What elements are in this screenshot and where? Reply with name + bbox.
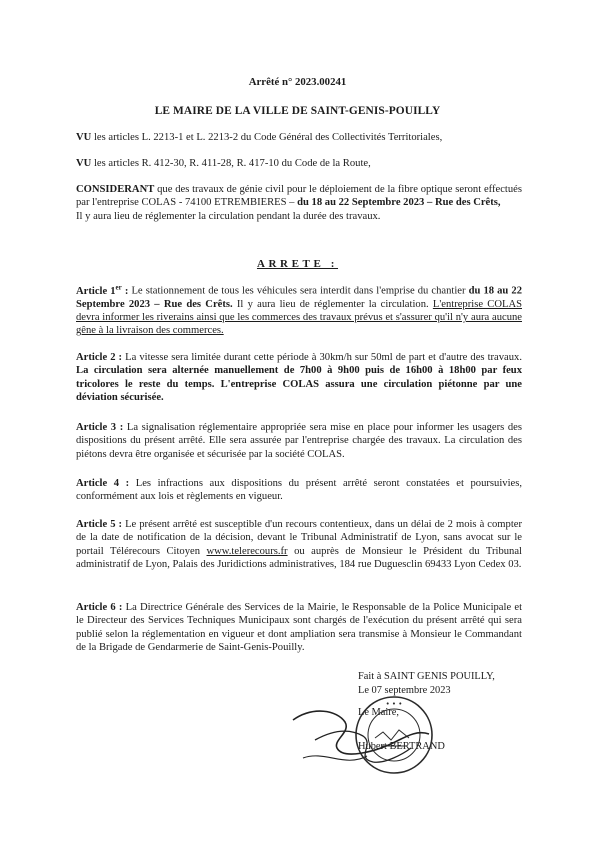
considerant-dates: du 18 au 22 Septembre 2023 – Rue des Crêts, [297,197,501,209]
article-text: La Directrice Générale des Services de la Mairie, le Responsable de la Police Municipale et le Directeur des Services Techniques Municipaux sont chargés de l'exécution du présent arrêté qui sera publié selon la réglementation en vigueur et dont ampliation sera transmise à Monsieur le Commandant de la Brigade de Gendarmerie de Saint-Genis-Pouilly. [76,602,523,653]
signature-role: Le Maire, [358,707,399,718]
article-text: Le stationnement de tous les véhicules sera interdit dans l'emprise du chantier [131,285,469,297]
article-label: Article 6 : [76,602,123,613]
svg-text:• • •: • • • [385,700,403,708]
article-text: Le présent arrêté est susceptible d'un recours contentieux, dans un délai de 2 mois à compter de la date de notification de la décision, devant le Tribunal Administratif de Lyon, sans avocat sur le portail Télérecours Citoyen [76,519,523,557]
signature-place: Fait à SAINT GENIS POUILLY, [358,671,495,682]
considerant-paragraph [76,183,522,223]
article-text: Il y aura lieu de réglementer la circulation. [232,298,433,310]
signature-name: Hubert BERTRAND [358,741,445,752]
article-label: Article 1er : [76,283,132,297]
article-label: Article 5 : [76,519,123,530]
issuing-authority: LE MAIRE DE LA VILLE DE SAINT-GENIS-POUILLY [154,105,441,117]
decree-number: Arrêté n° 2023.00241 [248,76,347,88]
telerecours-link[interactable]: www.telerecours.fr [206,545,288,557]
article-6 [76,601,522,654]
article-text: La signalisation réglementaire appropriée sera mise en place pour informer les usagers des dispositions du présent arrêté. Elle sera assurée par l'entreprise chargée des travaux. La circulation des piétons devra être organisée et sécurisée par la société COLAS. [76,422,523,460]
considerant-text: que des travaux de génie civil pour le déploiement de la fibre optique seront effectués par l'entreprise COLAS - 74100 ETREMBIERES – [76,184,522,209]
article-bold-text: La circulation sera alternée manuellement de 7h00 à 9h00 puis de 16h00 à 18h00 par feux tricolores le reste du temps. L'entreprise COLAS assura une circulation piétonne par une déviation sécurisée. [76,365,522,403]
article-label: Article 2 : [76,352,123,363]
article-5 [76,518,522,571]
vu-text: les articles L. 2213-1 et L. 2213-2 du Code Général des Collectivités Territoriales, [91,132,443,143]
considerant-label: CONSIDERANT [76,184,155,195]
article-1 [76,281,522,338]
article-label: Article 4 : [76,478,130,489]
vu-label: VU [76,132,92,143]
article-2 [76,351,522,404]
article-label: Article 3 : [76,422,124,433]
article-3 [76,421,522,461]
considerant-conclusion: Il y aura lieu de réglementer la circulation pendant la durée des travaux. [76,210,381,222]
vu-label: VU [76,158,92,169]
signature-date: Le 07 septembre 2023 [358,685,451,696]
article-text: Les infractions aux dispositions du présent arrêté seront constatées et poursuivies, conformément aux lois et règlements en vigueur. [76,478,522,503]
handwritten-signature-icon [285,700,435,780]
arrete-heading: ARRETE : [256,258,339,270]
article-text: La vitesse sera limitée durant cette période à 30km/h sur 50ml de part et d'autre des travaux. [122,352,522,363]
vu-text: les articles R. 412-30, R. 411-28, R. 417-10 du Code de la Route, [91,158,371,169]
article-text: ou auprès de Monsieur le Président du Tribunal administratif de Lyon, Palais des Juridictions administratives, 184 rue Duguesclin 69433 Lyon Cedex 03. [76,545,522,570]
vu-paragraph-2 [76,157,522,170]
article-4 [76,477,522,504]
vu-paragraph-1 [76,131,522,144]
article-underlined-text: L'entreprise COLAS devra informer les riverains ainsi que les commerces des travaux prévus et s'assurer qu'il n'y aura aucune gêne à la livraison des commerces. [76,298,522,337]
article-dates: du 18 au 22 Septembre 2023 – Rue des Crêts. [76,285,522,310]
